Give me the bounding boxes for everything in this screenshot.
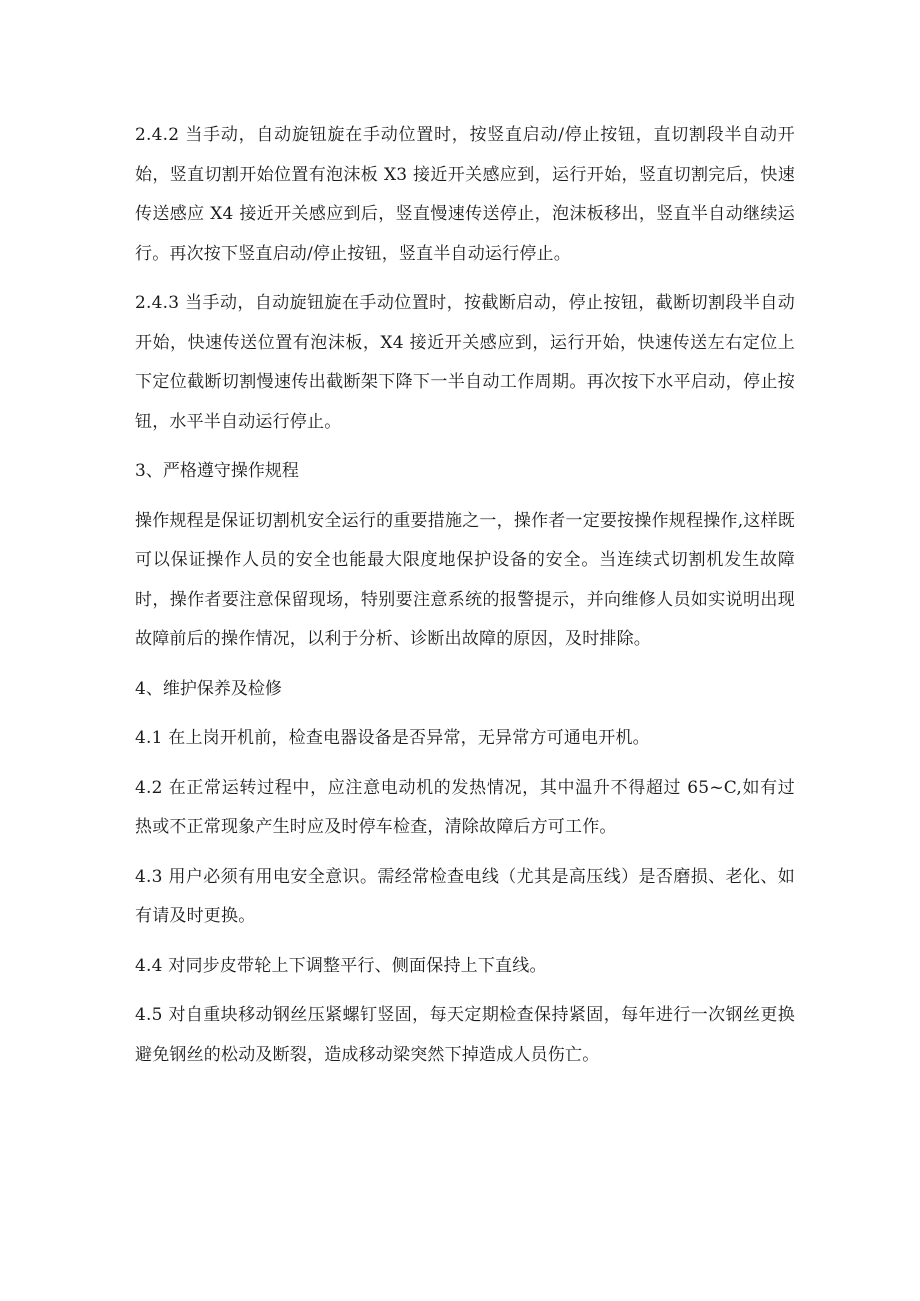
paragraph-3: 操作规程是保证切割机安全运行的重要措施之一，操作者一定要按操作规程操作,这样既可以保证操作人员的安全也能最大限度地保护设备的安全。当连续式切割机发生故障时，操作者要注意保留现场，特别要注意系统的报警提示，并向维修人员如实说明出现故障前后的操作情况，以利于分析、诊断出故障的原因，及时排除。 xyxy=(135,510,795,649)
paragraph-4-3: 4.3 用户必须有用电安全意识。需经常检查电线（尤其是高压线）是否磨损、老化、如有请及时更换。 xyxy=(135,866,795,926)
paragraph-4-4: 4.4 对同步皮带轮上下调整平行、侧面保持上下直线。 xyxy=(135,955,547,976)
document-body xyxy=(135,116,795,1075)
section-heading-4: 4、维护保养及检修 xyxy=(135,678,282,699)
paragraph-2-4-3: 2.4.3 当手动，自动旋钮旋在手动位置时，按截断启动，停止按钮，截断切割段半自动开始，快速传送位置有泡沫板，X4 接近开关感应到，运行开始，快速传送左右定位上下定位截断切割慢速传出截断架下降下一半自动工作周期。再次按下水平启动，停止按钮，水平半自动运行停止。 xyxy=(135,293,795,432)
paragraph-4-2: 4.2 在正常运转过程中，应注意电动机的发热情况，其中温升不得超过 65~C,如有过热或不正常现象产生时应及时停车检查，清除故障后方可工作。 xyxy=(135,777,795,837)
paragraph-4-5: 4.5 对自重块移动钢丝压紧螺钉竖固，每天定期检查保持紧固，每年进行一次钢丝更换避免钢丝的松动及断裂，造成移动梁突然下掉造成人员伤亡。 xyxy=(135,1005,795,1065)
paragraph-4-1: 4.1 在上岗开机前，检查电器设备是否异常，无异常方可通电开机。 xyxy=(135,728,650,748)
paragraph-2-4-2: 2.4.2 当手动，自动旋钮旋在手动位置时，按竖直启动/停止按钮，直切割段半自动开始，竖直切割开始位置有泡沫板 X3 接近开关感应到，运行开始，竖直切割完后，快速传送感应 X4 接近开关感应到后，竖直慢速传送停止，泡沫板移出，竖直半自动继续运行。再次按下竖直启动/停止按钮，竖直半自动运行停止。 xyxy=(135,125,795,264)
section-heading-3: 3、严格遵守操作规程 xyxy=(135,461,299,481)
